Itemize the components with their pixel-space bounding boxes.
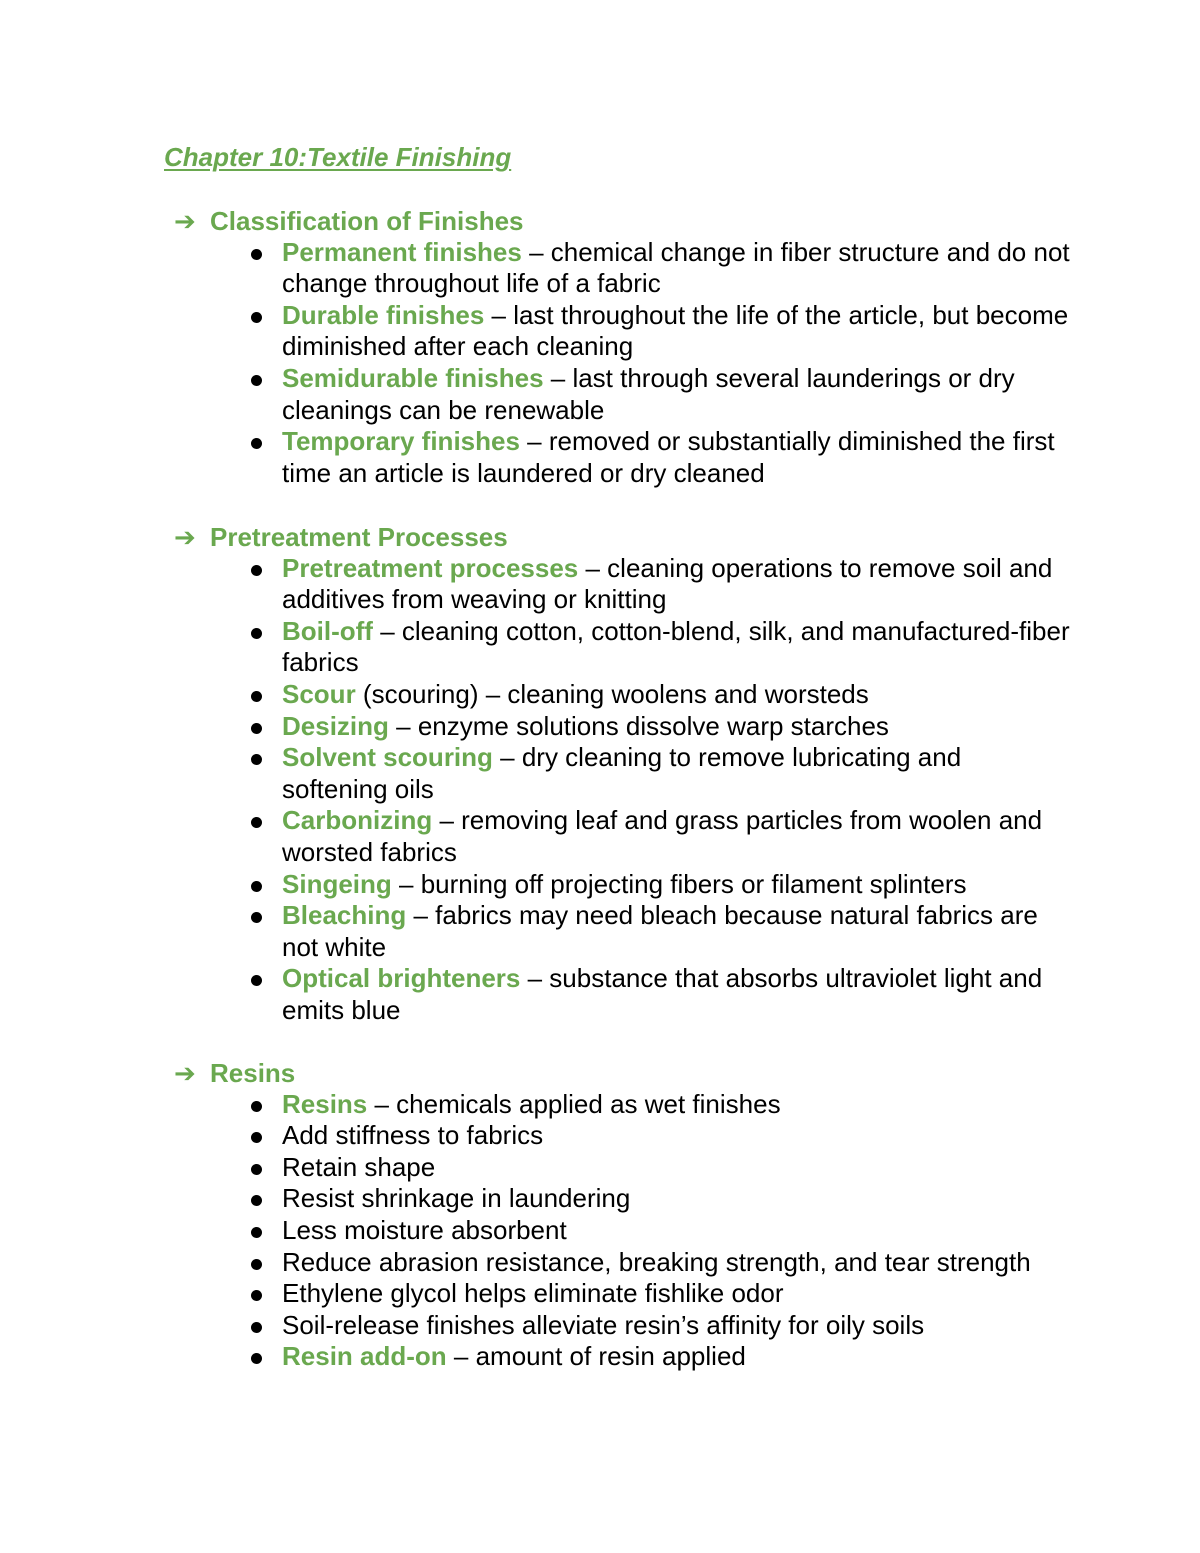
- item-description: – removing leaf and grass particles from woolen and worsted fabrics: [282, 805, 1043, 867]
- arrow-icon: ➔: [174, 206, 196, 236]
- bullet-icon: [251, 1164, 262, 1175]
- bullet-icon: [251, 628, 262, 639]
- bullet-list: [0, 553, 1200, 1027]
- list-item: [0, 679, 1072, 711]
- bullet-icon: [251, 912, 262, 923]
- bullet-list: [0, 1089, 1200, 1373]
- list-item: [0, 900, 1072, 963]
- bullet-icon: [251, 438, 262, 449]
- item-description: – last through several launderings or dry cleanings can be renewable: [282, 362, 1015, 425]
- bullet-icon: [251, 312, 262, 323]
- section-heading: [174, 1057, 295, 1089]
- list-item: [0, 963, 1072, 1026]
- section-heading-label: Classification of Finishes: [210, 206, 524, 236]
- list-item: [0, 805, 1072, 868]
- item-term: Desizing: [282, 710, 389, 741]
- bullet-icon: [251, 723, 262, 734]
- section-heading: [174, 521, 508, 553]
- item-term: Temporary finishes: [282, 426, 520, 457]
- item-description: – chemicals applied as wet finishes: [367, 1088, 781, 1119]
- item-description: Add stiffness to fabrics: [282, 1120, 544, 1151]
- item-term: Pretreatment processes: [282, 552, 579, 583]
- item-description: – cleaning operations to remove soil and additives from weaving or knitting: [282, 552, 1053, 615]
- bullet-list: [0, 237, 1200, 490]
- list-item: [0, 1152, 1072, 1184]
- item-description: – amount of resin applied: [446, 1341, 746, 1372]
- item-description: – chemical change in fiber structure and do not change throughout life of a fabric: [282, 236, 1070, 299]
- page-title: Chapter 10:Textile Finishing: [164, 142, 512, 172]
- item-description: – cleaning cotton, cotton-blend, silk, and manufactured-fiber fabrics: [282, 615, 1070, 678]
- item-term: Bleaching: [282, 900, 407, 931]
- item-description: – enzyme solutions dissolve warp starches: [388, 710, 889, 741]
- item-description: Resist shrinkage in laundering: [282, 1183, 631, 1214]
- section-heading: [174, 205, 524, 237]
- item-term: Optical brighteners: [282, 963, 521, 994]
- bullet-icon: [251, 975, 262, 986]
- bullet-icon: [251, 1353, 262, 1364]
- bullet-icon: [251, 1101, 262, 1112]
- item-term: Singeing: [282, 868, 392, 899]
- list-item: [0, 426, 1072, 489]
- list-item: [0, 1310, 1072, 1342]
- item-term: Durable finishes: [282, 299, 485, 330]
- item-term: Carbonizing: [282, 805, 433, 836]
- list-item: [0, 869, 1072, 901]
- list-item: [0, 1089, 1072, 1121]
- item-description: – burning off projecting fibers or filament splinters: [391, 868, 967, 899]
- item-term: Semidurable finishes: [282, 362, 544, 393]
- bullet-icon: [251, 249, 262, 260]
- bullet-icon: [251, 1322, 262, 1333]
- item-description: (scouring) – cleaning woolens and worsteds: [355, 678, 869, 709]
- list-item: [0, 1215, 1072, 1247]
- arrow-icon: ➔: [174, 1058, 196, 1088]
- item-description: – fabrics may need bleach because natural fabrics are not white: [282, 900, 1038, 962]
- item-term: Resins: [282, 1088, 368, 1119]
- list-item: [0, 1120, 1072, 1152]
- item-term: Scour: [282, 678, 356, 709]
- bullet-icon: [251, 1132, 262, 1143]
- list-item: [0, 616, 1072, 679]
- list-item: [0, 742, 1072, 805]
- bullet-icon: [251, 565, 262, 576]
- bullet-icon: [251, 1195, 262, 1206]
- item-description: Reduce abrasion resistance, breaking strength, and tear strength: [282, 1246, 1031, 1277]
- bullet-icon: [251, 1290, 262, 1301]
- list-item: [0, 1341, 1072, 1373]
- list-item: [0, 300, 1072, 363]
- bullet-icon: [251, 691, 262, 702]
- list-item: [0, 553, 1072, 616]
- section-heading-label: Pretreatment Processes: [210, 522, 508, 552]
- item-description: Soil-release finishes alleviate resin’s affinity for oily soils: [282, 1309, 925, 1340]
- bullet-icon: [251, 1259, 262, 1270]
- list-item: [0, 363, 1072, 426]
- item-description: Ethylene glycol helps eliminate fishlike odor: [282, 1278, 784, 1309]
- item-term: Solvent scouring: [282, 742, 493, 773]
- item-description: – removed or substantially diminished the first time an article is laundered or dry cleaned: [282, 426, 1055, 488]
- arrow-icon: ➔: [174, 522, 196, 552]
- list-item: [0, 711, 1072, 743]
- list-item: [0, 237, 1072, 300]
- list-item: [0, 1247, 1072, 1279]
- item-description: – dry cleaning to remove lubricating and softening oils: [282, 742, 962, 804]
- item-description: – substance that absorbs ultraviolet light and emits blue: [282, 963, 1043, 1025]
- bullet-icon: [251, 1227, 262, 1238]
- item-description: Less moisture absorbent: [282, 1214, 567, 1245]
- bullet-icon: [251, 817, 262, 828]
- bullet-icon: [251, 881, 262, 892]
- item-term: Boil-off: [282, 615, 373, 646]
- bullet-icon: [251, 375, 262, 386]
- item-description: Retain shape: [282, 1151, 436, 1182]
- section-heading-label: Resins: [210, 1058, 296, 1088]
- list-item: [0, 1183, 1072, 1215]
- item-term: Resin add-on: [282, 1341, 447, 1372]
- bullet-icon: [251, 754, 262, 765]
- item-term: Permanent finishes: [282, 236, 522, 267]
- list-item: [0, 1278, 1072, 1310]
- item-description: – last throughout the life of the article, but become diminished after each cleaning: [282, 299, 1069, 362]
